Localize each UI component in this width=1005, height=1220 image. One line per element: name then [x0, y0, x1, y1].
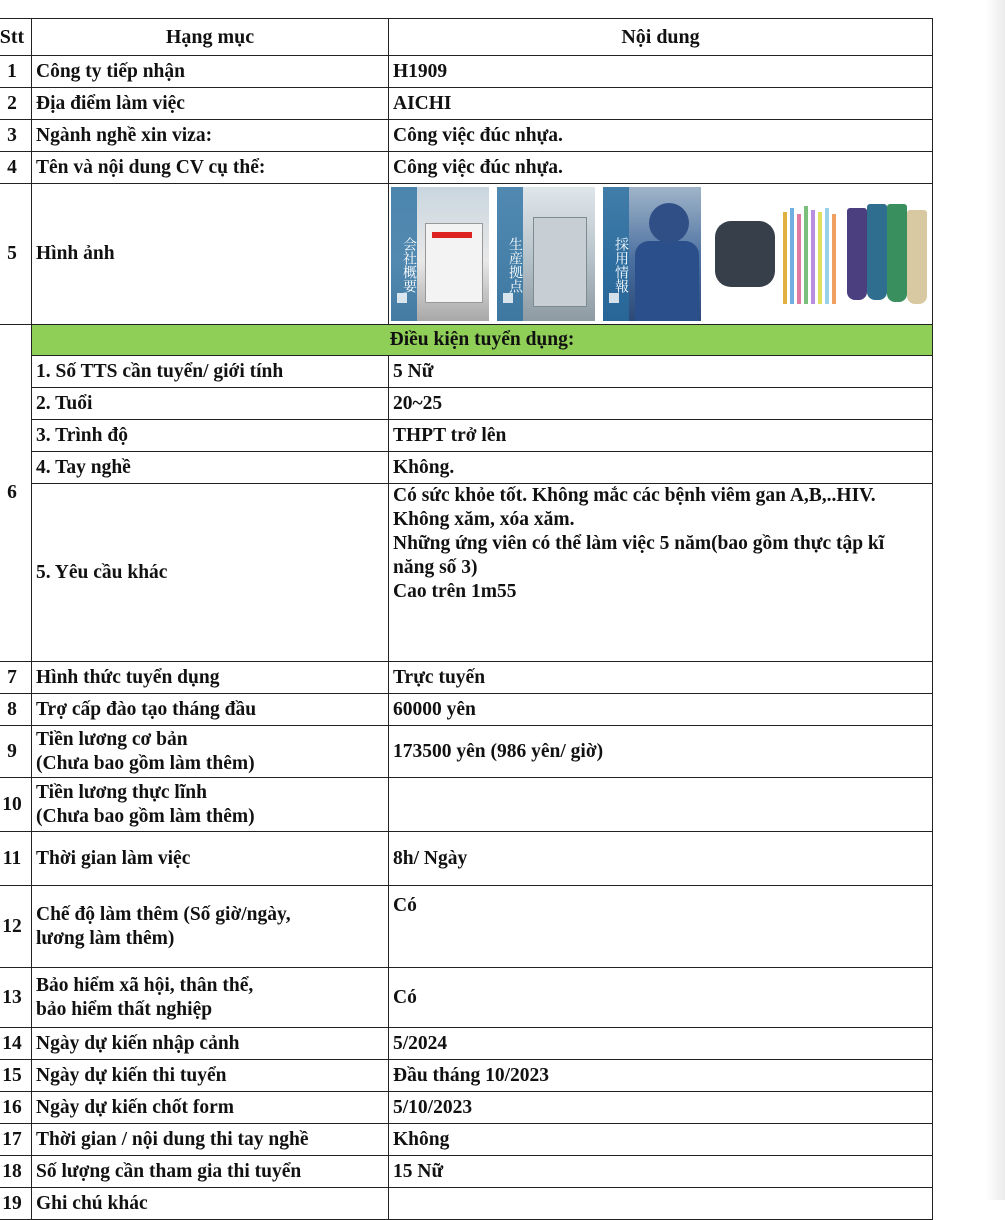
plastic-strips-product-image: [783, 204, 839, 304]
row-number: 11: [0, 832, 32, 886]
row-content: 60000 yên: [389, 694, 933, 726]
category-line: (Chưa bao gồm làm thêm): [36, 752, 255, 774]
row-category: [32, 726, 389, 778]
row-category: Ngành nghề xin viza:: [32, 120, 389, 152]
row-category: Số lượng cần tham gia thi tuyển: [32, 1156, 389, 1188]
row-content: AICHI: [389, 88, 933, 120]
category-line: Tiền lương thực lĩnh: [36, 781, 207, 803]
row-number: 2: [0, 88, 32, 120]
row-content: Công việc đúc nhựa.: [389, 120, 933, 152]
section-row: [0, 325, 933, 356]
row-category: Ghi chú khác: [32, 1188, 389, 1220]
row-category: Hình thức tuyển dụng: [32, 662, 389, 694]
condition-label: 3. Trình độ: [32, 420, 389, 452]
condition-value: Không.: [389, 452, 933, 484]
row-content: [389, 778, 933, 832]
row-number: 5: [0, 184, 32, 325]
row-number: 17: [0, 1124, 32, 1156]
row-category: Hình ảnh: [32, 184, 389, 325]
condition-row: [0, 452, 933, 484]
condition-label: 5. Yêu cầu khác: [32, 484, 389, 662]
row-number: 8: [0, 694, 32, 726]
job-info-table: [0, 18, 933, 1220]
row-content: 173500 yên (986 yên/ giờ): [389, 726, 933, 778]
row-category: Thời gian làm việc: [32, 832, 389, 886]
table-row: [0, 1028, 933, 1060]
row-category: Trợ cấp đào tạo tháng đầu: [32, 694, 389, 726]
header-stt: Stt: [0, 19, 32, 56]
tile-label: 採用情報: [603, 187, 629, 321]
category-line: Chế độ làm thêm (Số giờ/ngày,: [36, 903, 291, 925]
row-category: Thời gian / nội dung thi tay nghề: [32, 1124, 389, 1156]
table-row: [0, 88, 933, 120]
building-illustration: [425, 223, 483, 303]
images-cell: [389, 184, 933, 325]
row-category: Công ty tiếp nhận: [32, 56, 389, 88]
row-category: Ngày dự kiến chốt form: [32, 1092, 389, 1124]
table-row: [0, 120, 933, 152]
row-number: 6: [0, 325, 32, 662]
header-row: [0, 19, 933, 56]
condition-label: 2. Tuổi: [32, 388, 389, 420]
row-content: 5/10/2023: [389, 1092, 933, 1124]
row-content: 15 Nữ: [389, 1156, 933, 1188]
section-title: Điều kiện tuyển dụng:: [32, 325, 933, 356]
row-content: Có: [389, 886, 933, 968]
plastic-case-product-image: [715, 221, 775, 287]
row-number: 1: [0, 56, 32, 88]
row-content: H1909: [389, 56, 933, 88]
row-content: Trực tuyến: [389, 662, 933, 694]
company-overview-image: [391, 187, 489, 321]
square-icon: [397, 293, 407, 303]
row-number: 13: [0, 968, 32, 1028]
table-row: [0, 778, 933, 832]
table-row: [0, 726, 933, 778]
condition-row: [0, 388, 933, 420]
square-icon: [609, 293, 619, 303]
requirement-line: Có sức khỏe tốt. Không mắc các bệnh viêm gan A,B,..HIV.: [393, 485, 876, 506]
row-content: Đầu tháng 10/2023: [389, 1060, 933, 1092]
row-category: Địa điểm làm việc: [32, 88, 389, 120]
row-number: 15: [0, 1060, 32, 1092]
row-category: [32, 886, 389, 968]
row-category: Ngày dự kiến nhập cảnh: [32, 1028, 389, 1060]
worker-illustration: [635, 241, 699, 321]
row-content: 8h/ Ngày: [389, 832, 933, 886]
row-content: 5/2024: [389, 1028, 933, 1060]
table-row: [0, 832, 933, 886]
tile-label: 会社概要: [391, 187, 417, 321]
page-edge-shadow: [985, 0, 1005, 1200]
table-row: [0, 662, 933, 694]
condition-value: THPT trở lên: [389, 420, 933, 452]
condition-row: [0, 420, 933, 452]
category-line: Bảo hiểm xã hội, thân thể,: [36, 974, 254, 996]
row-category: [32, 778, 389, 832]
requirement-line: Cao trên 1m55: [393, 581, 517, 602]
table-row: [0, 1156, 933, 1188]
row-number: 12: [0, 886, 32, 968]
row-number: 9: [0, 726, 32, 778]
row-number: 7: [0, 662, 32, 694]
category-line: Tiền lương cơ bản: [36, 728, 188, 750]
header-category: Hạng mục: [32, 19, 389, 56]
condition-label: 4. Tay nghề: [32, 452, 389, 484]
row-number: 16: [0, 1092, 32, 1124]
row-content: [389, 1188, 933, 1220]
header-content: Nội dung: [389, 19, 933, 56]
worker-head-illustration: [649, 203, 689, 243]
requirement-line: Những ứng viên có thể làm việc 5 năm(bao gồm thực tập kĩ năng số 3): [393, 533, 885, 578]
square-icon: [503, 293, 513, 303]
condition-value: 20~25: [389, 388, 933, 420]
other-requirements: [389, 484, 933, 662]
recruitment-sheet: [0, 18, 933, 1220]
table-row: [0, 694, 933, 726]
row-number: 19: [0, 1188, 32, 1220]
table-row: [0, 56, 933, 88]
condition-row: [0, 484, 933, 662]
condition-label: 1. Số TTS cần tuyển/ giới tính: [32, 356, 389, 388]
row-category: [32, 968, 389, 1028]
category-line: bảo hiểm thất nghiệp: [36, 998, 213, 1020]
row-category: Tên và nội dung CV cụ thể:: [32, 152, 389, 184]
machine-illustration: [533, 217, 587, 307]
table-row: [0, 1188, 933, 1220]
table-row: [0, 886, 933, 968]
recruitment-info-image: [603, 187, 701, 321]
condition-value: 5 Nữ: [389, 356, 933, 388]
category-line: lương làm thêm): [36, 927, 175, 949]
image-strip: [391, 186, 930, 322]
table-row: [0, 968, 933, 1028]
table-row: [0, 1060, 933, 1092]
table-row: [0, 1092, 933, 1124]
condition-row: [0, 356, 933, 388]
category-line: (Chưa bao gồm làm thêm): [36, 805, 255, 827]
tile-label: 生産拠点: [497, 187, 523, 321]
row-number: 3: [0, 120, 32, 152]
row-number: 10: [0, 778, 32, 832]
row-number: 14: [0, 1028, 32, 1060]
fabric-product-image: [847, 204, 927, 304]
production-base-image: [497, 187, 595, 321]
row-content: Công việc đúc nhựa.: [389, 152, 933, 184]
row-content: Có: [389, 968, 933, 1028]
requirement-line: Không xăm, xóa xăm.: [393, 509, 575, 530]
row-content: Không: [389, 1124, 933, 1156]
images-row: [0, 184, 933, 325]
row-category: Ngày dự kiến thi tuyển: [32, 1060, 389, 1092]
table-row: [0, 1124, 933, 1156]
table-row: [0, 152, 933, 184]
row-number: 18: [0, 1156, 32, 1188]
row-number: 4: [0, 152, 32, 184]
